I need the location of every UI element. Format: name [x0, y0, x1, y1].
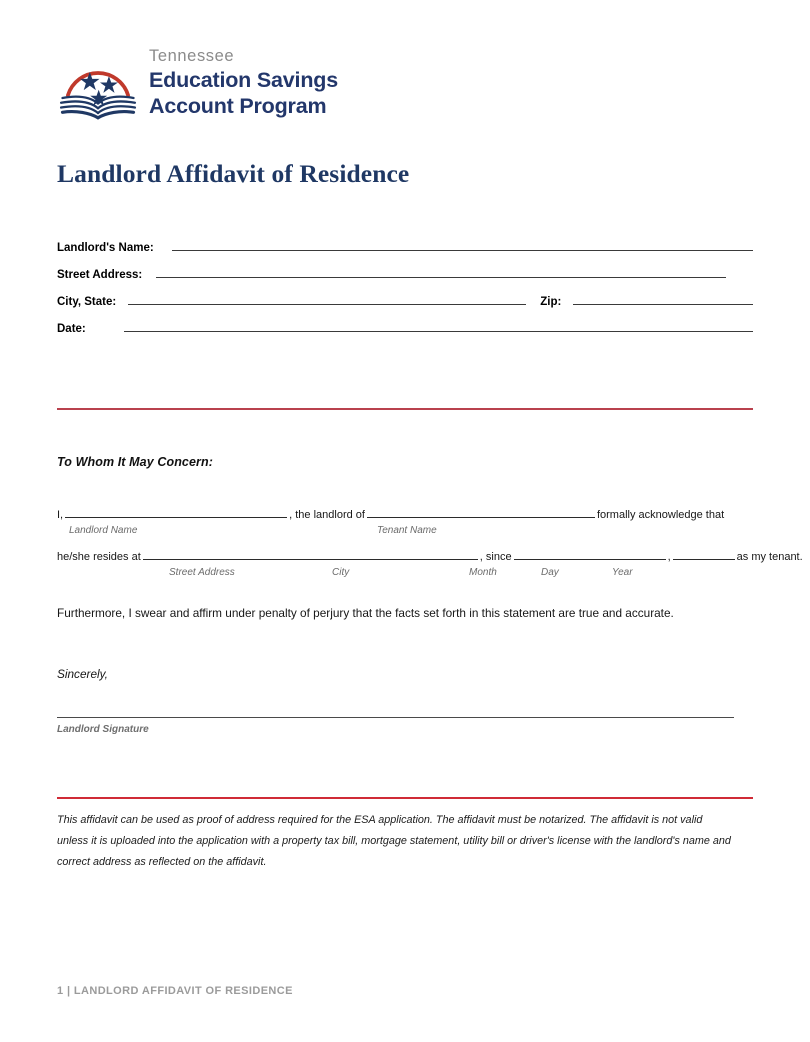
landlord-name-input[interactable]	[172, 237, 753, 251]
year-blank[interactable]	[673, 548, 735, 560]
date-input[interactable]	[124, 318, 753, 332]
tennessee-esa-logo-icon	[57, 50, 139, 122]
landlord-name-label: Landlord's Name:	[57, 242, 154, 254]
street-address-input[interactable]	[156, 264, 726, 278]
closing-salutation: Sincerely,	[57, 667, 108, 681]
field-row-city-state-zip	[57, 291, 753, 318]
tenant-name-blank[interactable]	[367, 506, 595, 518]
statement-l2-comma: ,	[667, 551, 671, 563]
month-day-blank[interactable]	[514, 548, 666, 560]
residence-address-blank[interactable]	[143, 548, 478, 560]
statement-l2-prefix: he/she resides at	[57, 551, 141, 563]
field-row-date	[57, 318, 753, 345]
caption-landlord-name: Landlord Name	[69, 525, 138, 536]
statement-line-2	[57, 548, 803, 563]
statement-line-1-captions	[57, 525, 757, 545]
landlord-signature-input[interactable]	[57, 717, 734, 718]
logo-program-line1: Education Savings	[149, 67, 338, 92]
caption-month: Month	[469, 567, 497, 578]
caption-street-address: Street Address	[169, 567, 235, 578]
statement-line-1	[57, 506, 757, 521]
salutation: To Whom It May Concern:	[57, 455, 213, 469]
divider-red-bottom	[57, 797, 753, 799]
date-label: Date:	[57, 323, 86, 335]
affidavit-statement	[57, 506, 803, 587]
statement-l2-suffix: as my tenant.	[736, 551, 803, 563]
landlord-name-blank[interactable]	[65, 506, 287, 518]
perjury-statement: Furthermore, I swear and affirm under penalty of perjury that the facts set forth in this statement are true and accurate.	[57, 606, 674, 620]
statement-line-2-captions	[57, 567, 757, 587]
field-row-landlord-name	[57, 237, 753, 264]
logo-wordmark	[149, 46, 338, 119]
caption-tenant-name: Tenant Name	[377, 525, 437, 536]
statement-l1-mid: , the landlord of	[289, 509, 365, 521]
statement-l1-prefix: I,	[57, 509, 64, 521]
applicant-fields	[57, 237, 753, 345]
logo-program-line2: Account Program	[149, 93, 327, 118]
street-address-label: Street Address:	[57, 269, 143, 281]
caption-day: Day	[541, 567, 559, 578]
program-logo	[57, 46, 338, 122]
caption-year: Year	[612, 567, 633, 578]
statement-l2-since: , since	[479, 551, 512, 563]
caption-landlord-signature: Landlord Signature	[57, 724, 149, 735]
statement-l1-suffix: formally acknowledge that	[596, 509, 725, 521]
city-state-input[interactable]	[128, 291, 526, 305]
zip-label: Zip:	[540, 296, 562, 308]
affidavit-footnote: This affidavit can be used as proof of address required for the ESA application. The affidavit must be notarized. The affidavit is not valid unless it is uploaded into the application with a property tax bill, mortgage statement, utility bill or driver's license with the landlord's name and correct address as reflected on the affidavit.	[57, 814, 731, 869]
page-title: Landlord Affidavit of Residence	[57, 159, 410, 188]
city-state-label: City, State:	[57, 296, 117, 308]
field-row-street-address	[57, 264, 753, 291]
divider-red-top	[57, 408, 753, 410]
zip-input[interactable]	[573, 291, 753, 305]
logo-state-name: Tennessee	[149, 47, 235, 65]
caption-city: City	[332, 567, 350, 578]
page-footer: 1 | LANDLORD AFFIDAVIT OF RESIDENCE	[57, 985, 293, 997]
